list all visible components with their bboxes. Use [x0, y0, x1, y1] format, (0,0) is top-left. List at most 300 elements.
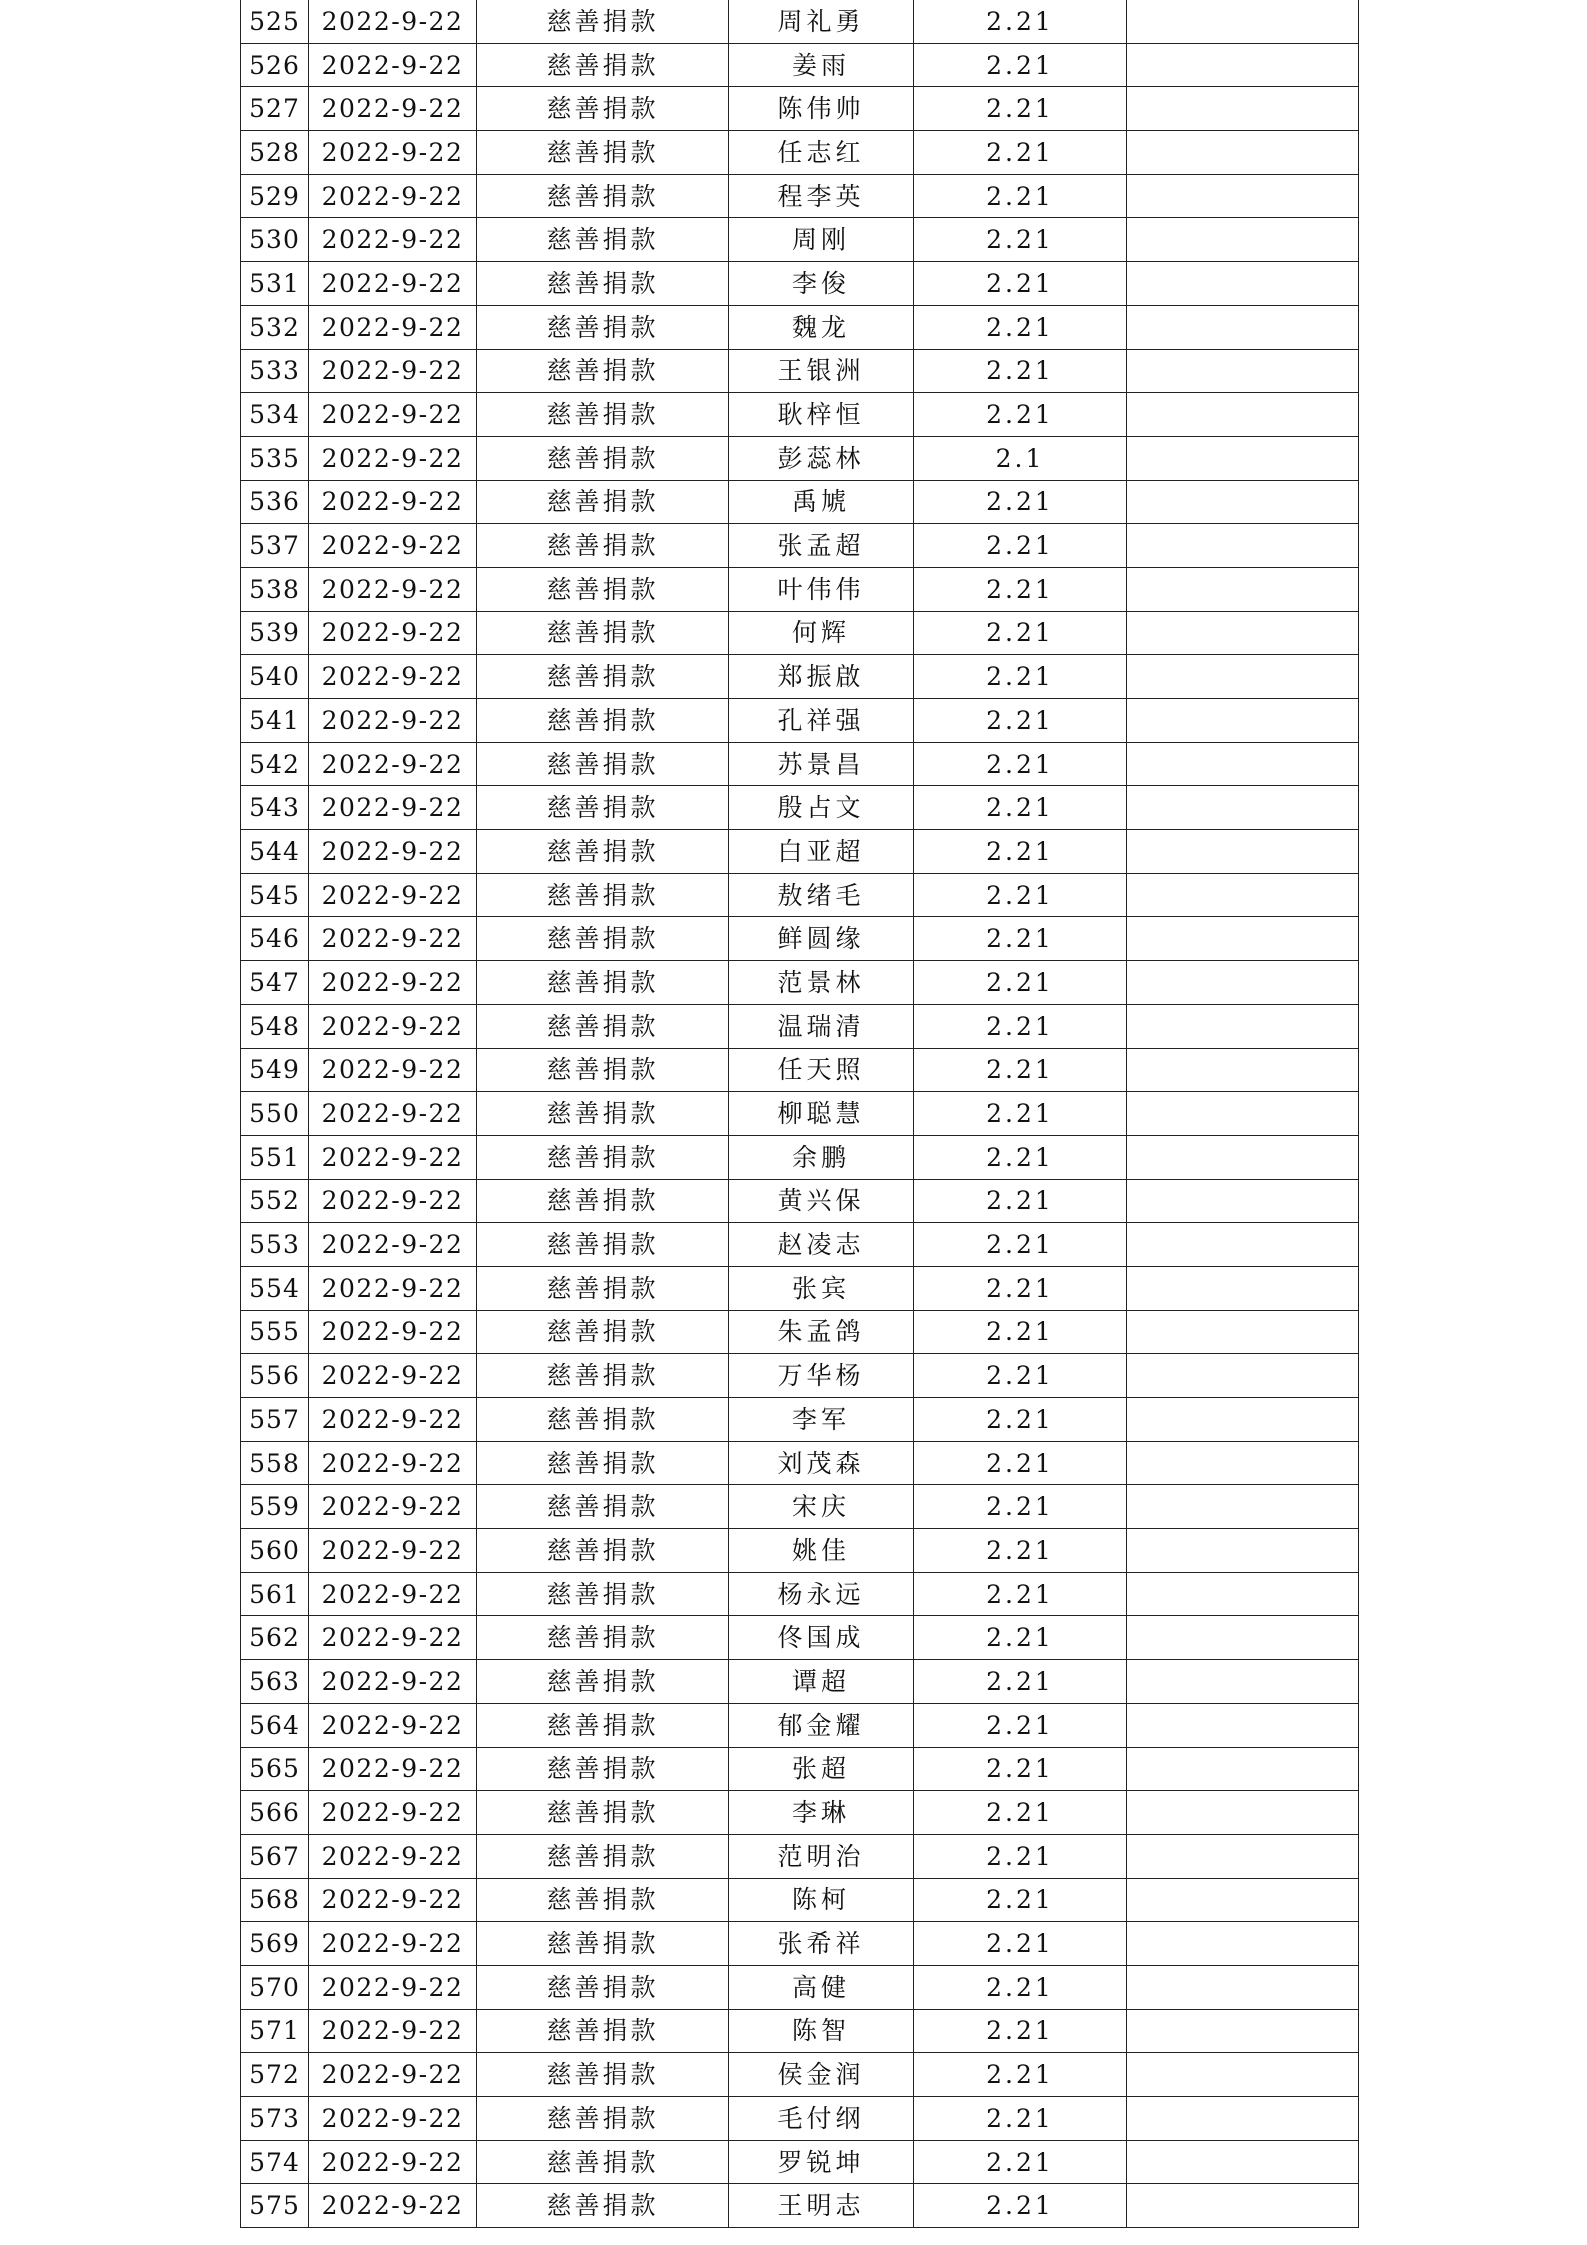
donation-type-cell: 慈善捐款: [477, 262, 729, 306]
table-row: [241, 567, 1359, 611]
table-row: [241, 1048, 1359, 1092]
table-row: [241, 873, 1359, 917]
donation-type-cell: 慈善捐款: [477, 742, 729, 786]
date-cell: 2022-9-22: [309, 1878, 477, 1922]
donor-name-cell: 彭蕊林: [729, 436, 914, 480]
date-cell: 2022-9-22: [309, 524, 477, 568]
row-number-cell: 574: [241, 2140, 309, 2184]
amount-cell: 2.21: [914, 2053, 1127, 2097]
table-body: [241, 0, 1359, 2228]
amount-cell: 2.21: [914, 1398, 1127, 1442]
table-row: [241, 1310, 1359, 1354]
date-cell: 2022-9-22: [309, 0, 477, 43]
donor-name-cell: 禹虓: [729, 480, 914, 524]
date-cell: 2022-9-22: [309, 1223, 477, 1267]
amount-cell: 2.21: [914, 349, 1127, 393]
date-cell: 2022-9-22: [309, 1791, 477, 1835]
date-cell: 2022-9-22: [309, 1834, 477, 1878]
table-row: [241, 218, 1359, 262]
date-cell: 2022-9-22: [309, 1092, 477, 1136]
date-cell: 2022-9-22: [309, 655, 477, 699]
donation-type-cell: 慈善捐款: [477, 480, 729, 524]
remark-cell: [1127, 1135, 1359, 1179]
row-number-cell: 534: [241, 393, 309, 437]
donor-name-cell: 佟国成: [729, 1616, 914, 1660]
table-row: [241, 961, 1359, 1005]
table-row: [241, 1092, 1359, 1136]
donation-type-cell: 慈善捐款: [477, 1135, 729, 1179]
remark-cell: [1127, 305, 1359, 349]
row-number-cell: 569: [241, 1922, 309, 1966]
amount-cell: 2.21: [914, 1179, 1127, 1223]
donation-type-cell: 慈善捐款: [477, 1922, 729, 1966]
table-row: [241, 0, 1359, 43]
donation-type-cell: 慈善捐款: [477, 0, 729, 43]
table-row: [241, 830, 1359, 874]
amount-cell: 2.21: [914, 1048, 1127, 1092]
donor-name-cell: 宋庆: [729, 1485, 914, 1529]
donor-name-cell: 任天照: [729, 1048, 914, 1092]
donation-type-cell: 慈善捐款: [477, 1223, 729, 1267]
date-cell: 2022-9-22: [309, 349, 477, 393]
row-number-cell: 559: [241, 1485, 309, 1529]
remark-cell: [1127, 1266, 1359, 1310]
row-number-cell: 553: [241, 1223, 309, 1267]
table-row: [241, 1441, 1359, 1485]
remark-cell: [1127, 611, 1359, 655]
amount-cell: 2.21: [914, 131, 1127, 175]
remark-cell: [1127, 917, 1359, 961]
amount-cell: 2.21: [914, 43, 1127, 87]
row-number-cell: 548: [241, 1004, 309, 1048]
table-row: [241, 1791, 1359, 1835]
remark-cell: [1127, 1703, 1359, 1747]
table-row: [241, 1616, 1359, 1660]
donor-name-cell: 鲜圆缘: [729, 917, 914, 961]
amount-cell: 2.21: [914, 1092, 1127, 1136]
remark-cell: [1127, 699, 1359, 743]
date-cell: 2022-9-22: [309, 174, 477, 218]
amount-cell: 2.21: [914, 524, 1127, 568]
table-row: [241, 436, 1359, 480]
donor-name-cell: 郑振啟: [729, 655, 914, 699]
row-number-cell: 564: [241, 1703, 309, 1747]
donation-type-cell: 慈善捐款: [477, 917, 729, 961]
table-row: [241, 2140, 1359, 2184]
date-cell: 2022-9-22: [309, 2140, 477, 2184]
remark-cell: [1127, 1092, 1359, 1136]
remark-cell: [1127, 1878, 1359, 1922]
donation-type-cell: 慈善捐款: [477, 873, 729, 917]
date-cell: 2022-9-22: [309, 873, 477, 917]
donation-type-cell: 慈善捐款: [477, 393, 729, 437]
row-number-cell: 555: [241, 1310, 309, 1354]
table-row: [241, 2009, 1359, 2053]
donation-type-cell: 慈善捐款: [477, 1310, 729, 1354]
date-cell: 2022-9-22: [309, 1398, 477, 1442]
remark-cell: [1127, 1048, 1359, 1092]
donor-name-cell: 侯金润: [729, 2053, 914, 2097]
row-number-cell: 570: [241, 1965, 309, 2009]
row-number-cell: 554: [241, 1266, 309, 1310]
amount-cell: 2.21: [914, 87, 1127, 131]
amount-cell: 2.1: [914, 436, 1127, 480]
table-row: [241, 524, 1359, 568]
remark-cell: [1127, 873, 1359, 917]
remark-cell: [1127, 1398, 1359, 1442]
remark-cell: [1127, 1616, 1359, 1660]
table-row: [241, 1834, 1359, 1878]
amount-cell: 2.21: [914, 1266, 1127, 1310]
table-row: [241, 480, 1359, 524]
date-cell: 2022-9-22: [309, 1441, 477, 1485]
date-cell: 2022-9-22: [309, 1266, 477, 1310]
table-row: [241, 1529, 1359, 1573]
donor-name-cell: 耿梓恒: [729, 393, 914, 437]
donation-type-cell: 慈善捐款: [477, 1834, 729, 1878]
date-cell: 2022-9-22: [309, 742, 477, 786]
amount-cell: 2.21: [914, 1878, 1127, 1922]
donation-type-cell: 慈善捐款: [477, 961, 729, 1005]
remark-cell: [1127, 1354, 1359, 1398]
remark-cell: [1127, 2184, 1359, 2228]
date-cell: 2022-9-22: [309, 43, 477, 87]
row-number-cell: 545: [241, 873, 309, 917]
donation-type-cell: 慈善捐款: [477, 1529, 729, 1573]
date-cell: 2022-9-22: [309, 1572, 477, 1616]
remark-cell: [1127, 0, 1359, 43]
donation-type-cell: 慈善捐款: [477, 1485, 729, 1529]
table-row: [241, 174, 1359, 218]
date-cell: 2022-9-22: [309, 567, 477, 611]
donor-name-cell: 苏景昌: [729, 742, 914, 786]
donor-name-cell: 叶伟伟: [729, 567, 914, 611]
remark-cell: [1127, 1004, 1359, 1048]
donor-name-cell: 陈智: [729, 2009, 914, 2053]
date-cell: 2022-9-22: [309, 1354, 477, 1398]
row-number-cell: 552: [241, 1179, 309, 1223]
donation-type-cell: 慈善捐款: [477, 1616, 729, 1660]
amount-cell: 2.21: [914, 873, 1127, 917]
donation-type-cell: 慈善捐款: [477, 131, 729, 175]
remark-cell: [1127, 1965, 1359, 2009]
amount-cell: 2.21: [914, 1791, 1127, 1835]
amount-cell: 2.21: [914, 961, 1127, 1005]
remark-cell: [1127, 262, 1359, 306]
table-row: [241, 131, 1359, 175]
remark-cell: [1127, 1572, 1359, 1616]
donation-type-cell: 慈善捐款: [477, 305, 729, 349]
donation-type-cell: 慈善捐款: [477, 830, 729, 874]
table-row: [241, 1485, 1359, 1529]
date-cell: 2022-9-22: [309, 1004, 477, 1048]
date-cell: 2022-9-22: [309, 218, 477, 262]
remark-cell: [1127, 1529, 1359, 1573]
date-cell: 2022-9-22: [309, 1529, 477, 1573]
donation-type-cell: 慈善捐款: [477, 1747, 729, 1791]
remark-cell: [1127, 480, 1359, 524]
amount-cell: 2.21: [914, 1441, 1127, 1485]
amount-cell: 2.21: [914, 699, 1127, 743]
donation-type-cell: 慈善捐款: [477, 2053, 729, 2097]
donor-name-cell: 张超: [729, 1747, 914, 1791]
donor-name-cell: 张希祥: [729, 1922, 914, 1966]
row-number-cell: 543: [241, 786, 309, 830]
table-row: [241, 655, 1359, 699]
amount-cell: 2.21: [914, 742, 1127, 786]
donation-type-cell: 慈善捐款: [477, 1703, 729, 1747]
donor-name-cell: 白亚超: [729, 830, 914, 874]
amount-cell: 2.21: [914, 2184, 1127, 2228]
remark-cell: [1127, 1791, 1359, 1835]
date-cell: 2022-9-22: [309, 1485, 477, 1529]
table-row: [241, 2184, 1359, 2228]
donor-name-cell: 陈伟帅: [729, 87, 914, 131]
row-number-cell: 525: [241, 0, 309, 43]
remark-cell: [1127, 1310, 1359, 1354]
donation-type-cell: 慈善捐款: [477, 1660, 729, 1704]
row-number-cell: 528: [241, 131, 309, 175]
row-number-cell: 532: [241, 305, 309, 349]
donor-name-cell: 王银洲: [729, 349, 914, 393]
row-number-cell: 546: [241, 917, 309, 961]
row-number-cell: 530: [241, 218, 309, 262]
amount-cell: 2.21: [914, 1529, 1127, 1573]
remark-cell: [1127, 961, 1359, 1005]
donation-type-cell: 慈善捐款: [477, 1004, 729, 1048]
date-cell: 2022-9-22: [309, 480, 477, 524]
row-number-cell: 541: [241, 699, 309, 743]
donation-type-cell: 慈善捐款: [477, 218, 729, 262]
donor-name-cell: 周礼勇: [729, 0, 914, 43]
table-row: [241, 2097, 1359, 2141]
amount-cell: 2.21: [914, 218, 1127, 262]
donor-name-cell: 罗锐坤: [729, 2140, 914, 2184]
table-row: [241, 1878, 1359, 1922]
remark-cell: [1127, 1223, 1359, 1267]
date-cell: 2022-9-22: [309, 131, 477, 175]
date-cell: 2022-9-22: [309, 87, 477, 131]
remark-cell: [1127, 786, 1359, 830]
date-cell: 2022-9-22: [309, 1135, 477, 1179]
table-row: [241, 699, 1359, 743]
amount-cell: 2.21: [914, 0, 1127, 43]
donor-name-cell: 黄兴保: [729, 1179, 914, 1223]
donor-name-cell: 李俊: [729, 262, 914, 306]
donor-name-cell: 张孟超: [729, 524, 914, 568]
date-cell: 2022-9-22: [309, 830, 477, 874]
remark-cell: [1127, 2140, 1359, 2184]
donor-name-cell: 程李英: [729, 174, 914, 218]
row-number-cell: 551: [241, 1135, 309, 1179]
amount-cell: 2.21: [914, 305, 1127, 349]
row-number-cell: 565: [241, 1747, 309, 1791]
donor-name-cell: 范景林: [729, 961, 914, 1005]
donation-type-cell: 慈善捐款: [477, 1354, 729, 1398]
table-row: [241, 742, 1359, 786]
amount-cell: 2.21: [914, 1922, 1127, 1966]
table-row: [241, 43, 1359, 87]
remark-cell: [1127, 567, 1359, 611]
amount-cell: 2.21: [914, 1354, 1127, 1398]
date-cell: 2022-9-22: [309, 961, 477, 1005]
amount-cell: 2.21: [914, 2009, 1127, 2053]
remark-cell: [1127, 349, 1359, 393]
table-row: [241, 1660, 1359, 1704]
row-number-cell: 566: [241, 1791, 309, 1835]
table-row: [241, 1922, 1359, 1966]
date-cell: 2022-9-22: [309, 1310, 477, 1354]
amount-cell: 2.21: [914, 655, 1127, 699]
table-row: [241, 1223, 1359, 1267]
remark-cell: [1127, 1660, 1359, 1704]
row-number-cell: 571: [241, 2009, 309, 2053]
date-cell: 2022-9-22: [309, 917, 477, 961]
donation-type-cell: 慈善捐款: [477, 1572, 729, 1616]
date-cell: 2022-9-22: [309, 2053, 477, 2097]
donation-type-cell: 慈善捐款: [477, 2009, 729, 2053]
donor-name-cell: 敖绪毛: [729, 873, 914, 917]
donation-type-cell: 慈善捐款: [477, 174, 729, 218]
amount-cell: 2.21: [914, 1004, 1127, 1048]
amount-cell: 2.21: [914, 2097, 1127, 2141]
donation-type-cell: 慈善捐款: [477, 87, 729, 131]
remark-cell: [1127, 218, 1359, 262]
donation-table: [240, 0, 1359, 2228]
amount-cell: 2.21: [914, 567, 1127, 611]
table-row: [241, 262, 1359, 306]
donor-name-cell: 殷占文: [729, 786, 914, 830]
table-row: [241, 1135, 1359, 1179]
donor-name-cell: 赵凌志: [729, 1223, 914, 1267]
row-number-cell: 531: [241, 262, 309, 306]
table-row: [241, 1354, 1359, 1398]
amount-cell: 2.21: [914, 1660, 1127, 1704]
date-cell: 2022-9-22: [309, 699, 477, 743]
donor-name-cell: 周刚: [729, 218, 914, 262]
remark-cell: [1127, 2053, 1359, 2097]
donation-type-cell: 慈善捐款: [477, 611, 729, 655]
row-number-cell: 540: [241, 655, 309, 699]
remark-cell: [1127, 43, 1359, 87]
donation-type-cell: 慈善捐款: [477, 524, 729, 568]
row-number-cell: 539: [241, 611, 309, 655]
donation-type-cell: 慈善捐款: [477, 349, 729, 393]
remark-cell: [1127, 2097, 1359, 2141]
table-row: [241, 1266, 1359, 1310]
remark-cell: [1127, 436, 1359, 480]
donor-name-cell: 王明志: [729, 2184, 914, 2228]
row-number-cell: 549: [241, 1048, 309, 1092]
row-number-cell: 561: [241, 1572, 309, 1616]
donor-name-cell: 毛付纲: [729, 2097, 914, 2141]
donor-name-cell: 杨永远: [729, 1572, 914, 1616]
row-number-cell: 538: [241, 567, 309, 611]
donor-name-cell: 刘茂森: [729, 1441, 914, 1485]
table-row: [241, 87, 1359, 131]
row-number-cell: 562: [241, 1616, 309, 1660]
table-row: [241, 611, 1359, 655]
amount-cell: 2.21: [914, 1703, 1127, 1747]
remark-cell: [1127, 131, 1359, 175]
table-row: [241, 1965, 1359, 2009]
donor-name-cell: 李军: [729, 1398, 914, 1442]
date-cell: 2022-9-22: [309, 2184, 477, 2228]
donor-name-cell: 郁金耀: [729, 1703, 914, 1747]
donor-name-cell: 魏龙: [729, 305, 914, 349]
amount-cell: 2.21: [914, 262, 1127, 306]
remark-cell: [1127, 2009, 1359, 2053]
table-row: [241, 1004, 1359, 1048]
date-cell: 2022-9-22: [309, 611, 477, 655]
donor-name-cell: 李琳: [729, 1791, 914, 1835]
donation-type-cell: 慈善捐款: [477, 2184, 729, 2228]
row-number-cell: 550: [241, 1092, 309, 1136]
date-cell: 2022-9-22: [309, 1660, 477, 1704]
row-number-cell: 567: [241, 1834, 309, 1878]
row-number-cell: 557: [241, 1398, 309, 1442]
row-number-cell: 529: [241, 174, 309, 218]
date-cell: 2022-9-22: [309, 1747, 477, 1791]
amount-cell: 2.21: [914, 611, 1127, 655]
amount-cell: 2.21: [914, 174, 1127, 218]
remark-cell: [1127, 1485, 1359, 1529]
remark-cell: [1127, 393, 1359, 437]
donation-type-cell: 慈善捐款: [477, 1179, 729, 1223]
row-number-cell: 556: [241, 1354, 309, 1398]
donor-name-cell: 姜雨: [729, 43, 914, 87]
amount-cell: 2.21: [914, 480, 1127, 524]
date-cell: 2022-9-22: [309, 393, 477, 437]
date-cell: 2022-9-22: [309, 1048, 477, 1092]
table-row: [241, 349, 1359, 393]
remark-cell: [1127, 742, 1359, 786]
donation-type-cell: 慈善捐款: [477, 1092, 729, 1136]
row-number-cell: 537: [241, 524, 309, 568]
donor-name-cell: 谭超: [729, 1660, 914, 1704]
date-cell: 2022-9-22: [309, 1965, 477, 2009]
table-row: [241, 1398, 1359, 1442]
amount-cell: 2.21: [914, 830, 1127, 874]
table-row: [241, 305, 1359, 349]
donation-type-cell: 慈善捐款: [477, 1878, 729, 1922]
amount-cell: 2.21: [914, 1572, 1127, 1616]
table-row: [241, 1179, 1359, 1223]
donation-type-cell: 慈善捐款: [477, 43, 729, 87]
remark-cell: [1127, 174, 1359, 218]
donation-type-cell: 慈善捐款: [477, 436, 729, 480]
donor-name-cell: 孔祥强: [729, 699, 914, 743]
row-number-cell: 568: [241, 1878, 309, 1922]
donor-name-cell: 姚佳: [729, 1529, 914, 1573]
date-cell: 2022-9-22: [309, 1922, 477, 1966]
donation-type-cell: 慈善捐款: [477, 2097, 729, 2141]
date-cell: 2022-9-22: [309, 262, 477, 306]
donation-type-cell: 慈善捐款: [477, 1965, 729, 2009]
row-number-cell: 575: [241, 2184, 309, 2228]
amount-cell: 2.21: [914, 393, 1127, 437]
remark-cell: [1127, 87, 1359, 131]
row-number-cell: 536: [241, 480, 309, 524]
remark-cell: [1127, 1922, 1359, 1966]
row-number-cell: 547: [241, 961, 309, 1005]
row-number-cell: 535: [241, 436, 309, 480]
donor-name-cell: 任志红: [729, 131, 914, 175]
remark-cell: [1127, 1834, 1359, 1878]
donor-name-cell: 柳聪慧: [729, 1092, 914, 1136]
amount-cell: 2.21: [914, 1965, 1127, 2009]
table-row: [241, 393, 1359, 437]
